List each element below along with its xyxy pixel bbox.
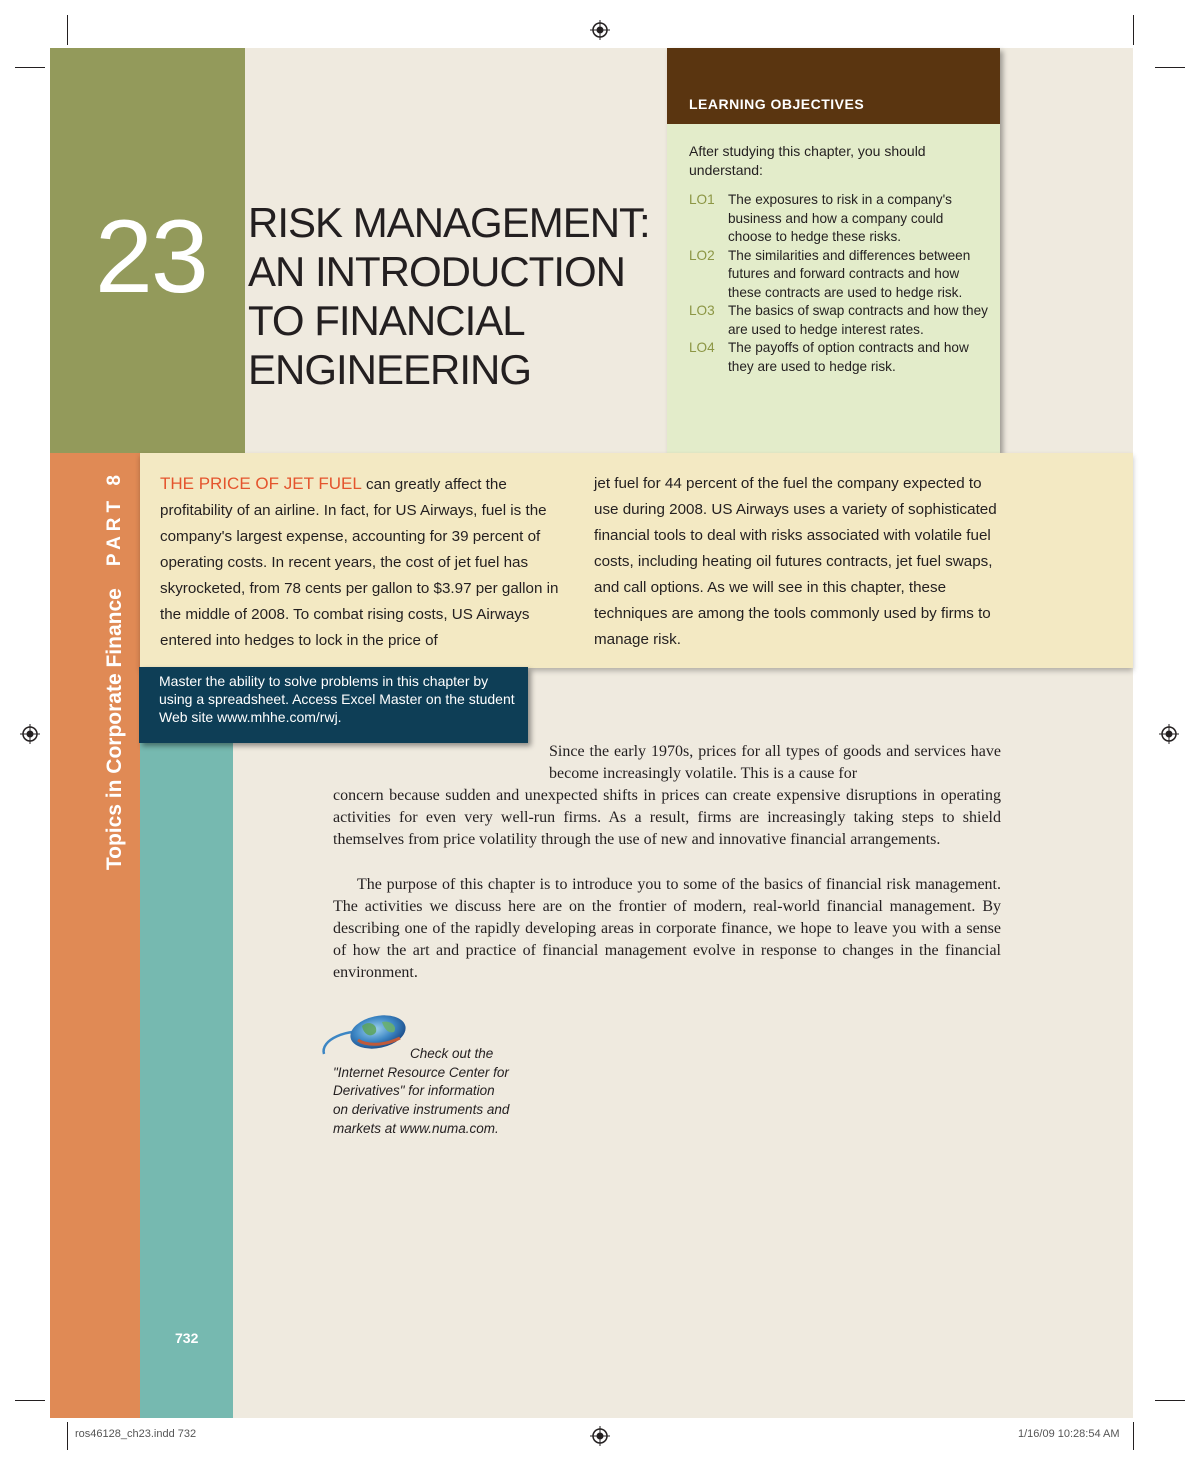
chapter-title-line: AN INTRODUCTION (248, 248, 625, 295)
learning-objective-code: LO3 (689, 303, 715, 318)
chapter-number: 23 (95, 199, 207, 315)
opener-right-column: jet fuel for 44 percent of the fuel the company expected to use during 2008. US Airways uses a variety of sophisticated financial tools to deal with risks associated with volatile fuel costs, including heating oil futures contracts, jet fuel swaps, and call options. As we will see in this chapter, these techniques are among the tools commonly used by firms to manage risk. (594, 475, 997, 648)
registration-mark-icon (20, 724, 40, 744)
learning-objectives-header (667, 48, 1000, 124)
body-paragraph-1-start: Since the early 1970s, prices for all types of goods and services have become increasingly volatile. This is a cause for (549, 743, 1001, 782)
opener-left-column (160, 471, 565, 654)
crop-mark (1133, 1422, 1134, 1450)
crop-mark (1155, 1400, 1185, 1401)
learning-objectives-intro: After studying this chapter, you should understand: (689, 143, 926, 178)
learning-objective-item (689, 339, 989, 376)
crop-mark (15, 1400, 45, 1401)
learning-objectives-box (667, 48, 1000, 453)
learning-objective-text: The basics of swap contracts and how they are used to hedge interest rates. (728, 303, 988, 337)
learning-objective-code: LO2 (689, 247, 715, 263)
learning-objective-item (689, 302, 989, 339)
crop-mark (1155, 67, 1185, 68)
body-paragraph-2: The purpose of this chapter is to introduce you to some of the basics of financial risk management. The activities we discuss here are on the frontier of modern, real-world financial management. By describing one of the rapidly developing areas in corporate finance, we hope to leave you with a sense of how the art and practice of financial management evolve in response to changes in the financial environment. (333, 876, 1001, 981)
crop-mark (67, 15, 68, 45)
excel-master-callout (139, 667, 528, 743)
learning-objectives-heading: LEARNING OBJECTIVES (689, 96, 865, 112)
part-topic: Topics in Corporate Finance (103, 588, 126, 871)
learning-objective-code: LO4 (689, 340, 715, 355)
chapter-title-line: RISK MANAGEMENT: (248, 199, 650, 246)
footer-file-slug: ros46128_ch23.indd 732 (75, 1428, 197, 1440)
learning-objective-text: The similarities and differences between futures and forward contracts and how these contracts are used to hedge risk. (728, 247, 971, 300)
learning-objective-item (689, 191, 989, 247)
registration-mark-icon (590, 1426, 610, 1446)
part-number: PART 8 (104, 470, 125, 567)
chapter-title-line: ENGINEERING (248, 346, 532, 393)
footer-timestamp: 1/16/09 10:28:54 AM (1018, 1428, 1120, 1440)
crop-mark (15, 67, 45, 68)
crop-mark (67, 1422, 68, 1450)
registration-mark-icon (590, 20, 610, 40)
learning-objectives-list (689, 191, 989, 376)
margin-note: Check out the "Internet Resource Center for Derivatives" for information on derivative instruments and markets at www.numa.com. (333, 1046, 510, 1136)
learning-objective-item (689, 247, 989, 303)
learning-objective-code: LO1 (689, 192, 715, 207)
crop-mark (1133, 15, 1134, 45)
excel-master-text: Master the ability to solve problems in this chapter by using a spreadsheet. Access Excel Master on the student Web site www.mhhe.com/rwj. (159, 673, 515, 725)
part-label (95, 470, 135, 910)
page-number: 732 (175, 1330, 199, 1346)
chapter-title (248, 198, 650, 394)
opener-lead: THE PRICE OF JET FUEL (160, 474, 362, 493)
body-paragraph-1-rest: concern because sudden and unexpected shifts in prices can create expensive disruptions in operating activities for even very well-run firms. As a result, firms are increasingly taking steps to shield themselves from price volatility through the use of new and innovative financial arrangements. (333, 787, 1001, 848)
opener-left-text: can greatly affect the profitability of an airline. In fact, for US Airways, fuel is the company's largest expense, accounting for 39 percent of operating costs. In recent years, the cost of jet fuel has skyrocketed, from 78 cents per gallon to $3.97 per gallon in the middle of 2008. To combat rising costs, US Airways entered into hedges to lock in the price of (160, 476, 559, 649)
registration-mark-icon (1159, 724, 1179, 744)
learning-objective-text: The exposures to risk in a company's business and how a company could choose to hedge these risks. (728, 192, 952, 244)
learning-objective-text: The payoffs of option contracts and how they are used to hedge risk. (728, 340, 969, 374)
chapter-title-line: TO FINANCIAL (248, 297, 525, 344)
